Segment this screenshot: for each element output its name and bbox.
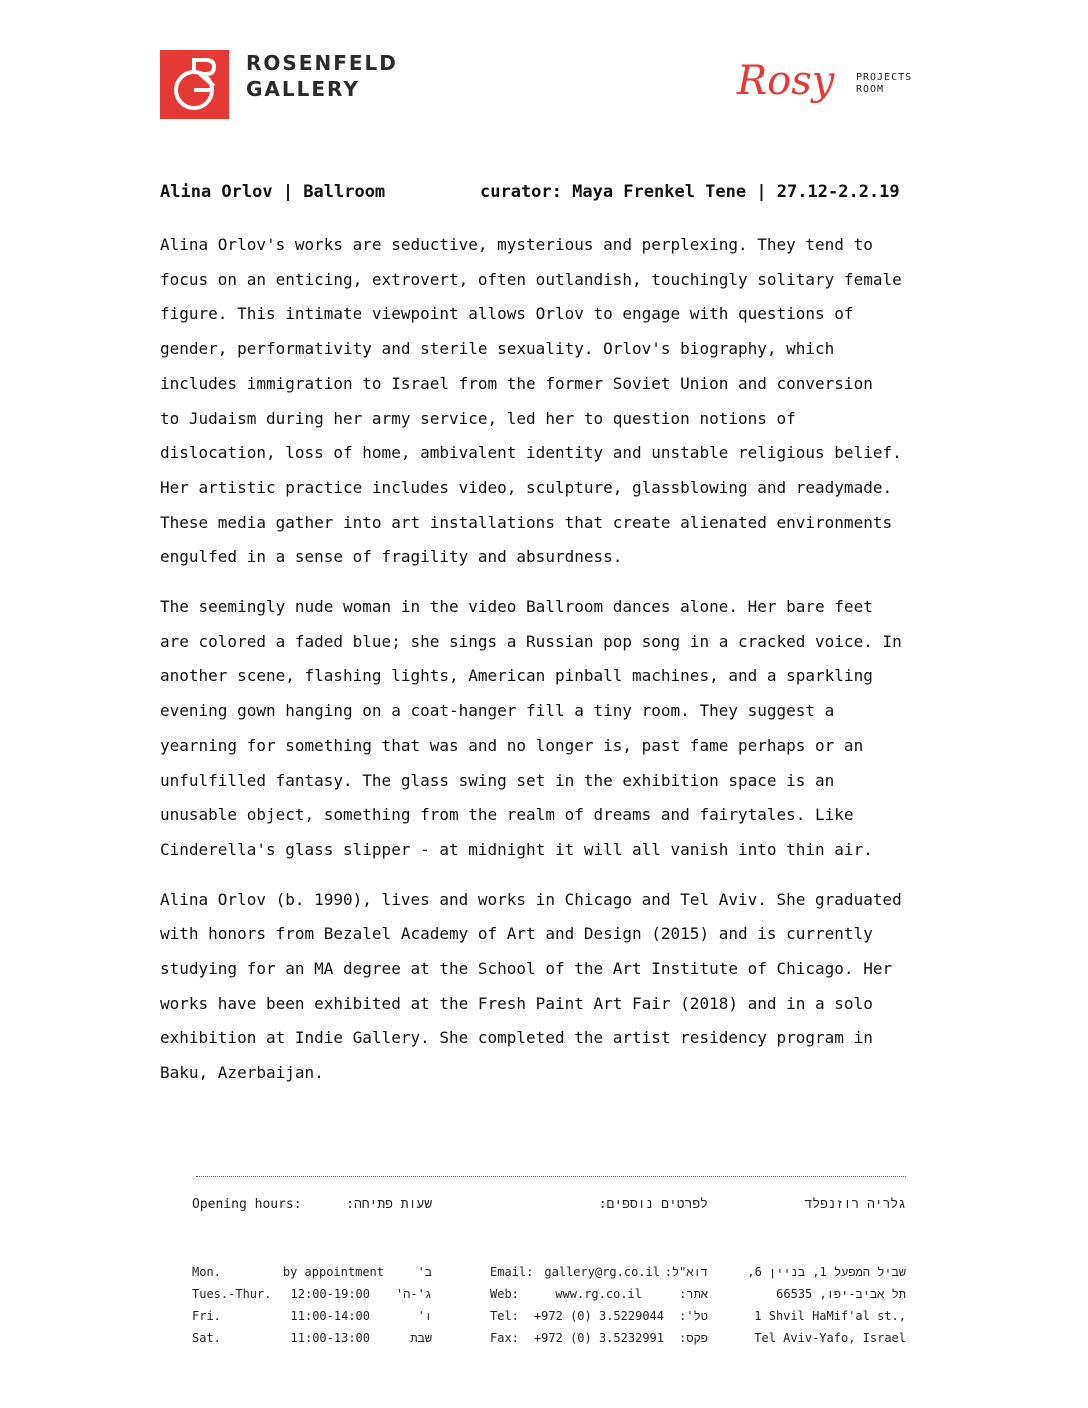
hours-day-he: ב' — [417, 1265, 432, 1279]
text-line: studying for an MA degree at the School of the Art Institute of Chicago. Her — [160, 959, 893, 979]
address-line: 1 Shvil HaMif'al st., — [754, 1309, 906, 1323]
rosy-logo — [735, 52, 845, 122]
text-line: to Judaism during her army service, led her to question notions of — [160, 408, 796, 428]
text-line: Her artistic practice includes video, sculpture, glassblowing and readymade. — [160, 477, 893, 497]
address-line-he: תל אביב-יפו, 66535 — [776, 1287, 906, 1301]
contact-label: Tel: — [490, 1309, 519, 1323]
fax-value: +972 (0) 3.5232991 — [533, 1331, 664, 1345]
rosenfeld-gallery-logo — [160, 50, 229, 119]
hours-day: Tues.-Thur. — [192, 1287, 272, 1301]
text-line: unfulfilled fantasy. The glass swing set in the exhibition space is an — [160, 770, 835, 790]
text-line: works have been exhibited at the Fresh Paint Art Fair (2018) and in a solo — [160, 993, 873, 1013]
address-line-he: שביל המפעל 1, בניין 6, — [747, 1265, 906, 1279]
contact-label: Fax: — [490, 1331, 519, 1345]
text-line: yearning for something that was and no longer is, past fame perhaps or an — [160, 735, 864, 755]
text-line: engulfed in a sense of fragility and absurdness. — [160, 547, 623, 567]
text-line: figure. This intimate viewpoint allows Orlov to engage with questions of — [160, 304, 854, 324]
text-line: Alina Orlov (b. 1990), lives and works in Chicago and Tel Aviv. She graduated — [160, 889, 902, 909]
text-line: focus on an enticing, extrovert, often outlandish, touchingly solitary female — [160, 269, 902, 289]
hours-time: 12:00-19:00 — [290, 1287, 370, 1301]
paragraph-2 — [160, 590, 940, 868]
rosy-projects-room — [856, 72, 912, 96]
address-line: Tel Aviv-Yafo, Israel — [754, 1331, 906, 1345]
text-line: includes immigration to Israel from the former Soviet Union and conversion — [160, 373, 873, 393]
opening-hours-label: Opening hours: — [192, 1197, 302, 1212]
rosy-side-line1: PROJECTS — [856, 72, 913, 83]
text-line: These media gather into art installations that create alienated environments — [160, 512, 893, 532]
hours-day: Mon. — [192, 1265, 221, 1279]
contact-label-he: אתר: — [679, 1287, 708, 1301]
hours-day-he: ג'-ה' — [395, 1287, 432, 1301]
rosy-side-line2: ROOM — [856, 84, 885, 95]
rosy-script: Rosy — [737, 58, 835, 104]
contact-label: Web: — [490, 1287, 519, 1301]
more-details-label-he: לפרטים נוספים: — [598, 1197, 708, 1212]
hours-time: by appointment — [282, 1265, 384, 1279]
paragraph-3 — [160, 883, 940, 1091]
press-text — [160, 228, 940, 1106]
hours-time: 11:00-14:00 — [290, 1309, 370, 1323]
text-line: evening gown hanging on a coat-hanger fill a tiny room. They suggest a — [160, 701, 835, 721]
hours-time: 11:00-13:00 — [290, 1331, 370, 1345]
contact-label: Email: — [490, 1265, 534, 1279]
text-line: unusable object, something from the realm of dreams and fairytales. Like — [160, 805, 854, 825]
hours-day: Sat. — [192, 1331, 221, 1345]
text-line: are colored a faded blue; she sings a Russian pop song in a cracked voice. In — [160, 631, 902, 651]
contact-label-he: טל': — [679, 1309, 708, 1323]
hours-day-he: שבת — [410, 1331, 432, 1345]
opening-hours-label-he: שעות פתיחה: — [346, 1197, 432, 1212]
text-line: Cinderella's glass slipper - at midnight it will all vanish into thin air. — [160, 839, 873, 859]
email-link[interactable]: gallery@rg.co.il — [544, 1265, 660, 1279]
paragraph-1 — [160, 228, 940, 575]
brand-name — [246, 50, 398, 102]
gallery-name-he: גלריה רוזנפלד — [804, 1197, 906, 1212]
contact-label-he: דוא"ל: — [664, 1265, 708, 1279]
web-link[interactable]: www.rg.co.il — [555, 1287, 642, 1301]
hours-day-he: ו' — [417, 1309, 432, 1323]
brand-line2: GALLERY — [246, 77, 360, 101]
rg-monogram-icon — [160, 50, 229, 119]
text-line: The seemingly nude woman in the video Ballroom dances alone. Her bare feet — [160, 597, 873, 617]
text-line: gender, performativity and sterile sexuality. Orlov's biography, which — [160, 339, 835, 359]
text-line: another scene, flashing lights, American pinball machines, and a sparkling — [160, 666, 873, 686]
text-line: Baku, Azerbaijan. — [160, 1063, 324, 1083]
tel-value: +972 (0) 3.5229044 — [533, 1309, 664, 1323]
curator-dates: curator: Maya Frenkel Tene | 27.12-2.2.19 — [480, 182, 900, 202]
text-line: exhibition at Indie Gallery. She completed the artist residency program in — [160, 1028, 873, 1048]
text-line: Alina Orlov's works are seductive, mysterious and perplexing. They tend to — [160, 235, 873, 254]
text-line: dislocation, loss of home, ambivalent identity and unstable religious belief. — [160, 443, 902, 463]
hours-day: Fri. — [192, 1309, 221, 1323]
footer-divider — [196, 1176, 906, 1177]
text-line: with honors from Bezalel Academy of Art and Design (2015) and is currently — [160, 924, 873, 944]
brand-line1: ROSENFELD — [246, 51, 398, 75]
contact-label-he: פקס: — [679, 1331, 708, 1345]
exhibition-title: Alina Orlov | Ballroom — [160, 182, 386, 202]
